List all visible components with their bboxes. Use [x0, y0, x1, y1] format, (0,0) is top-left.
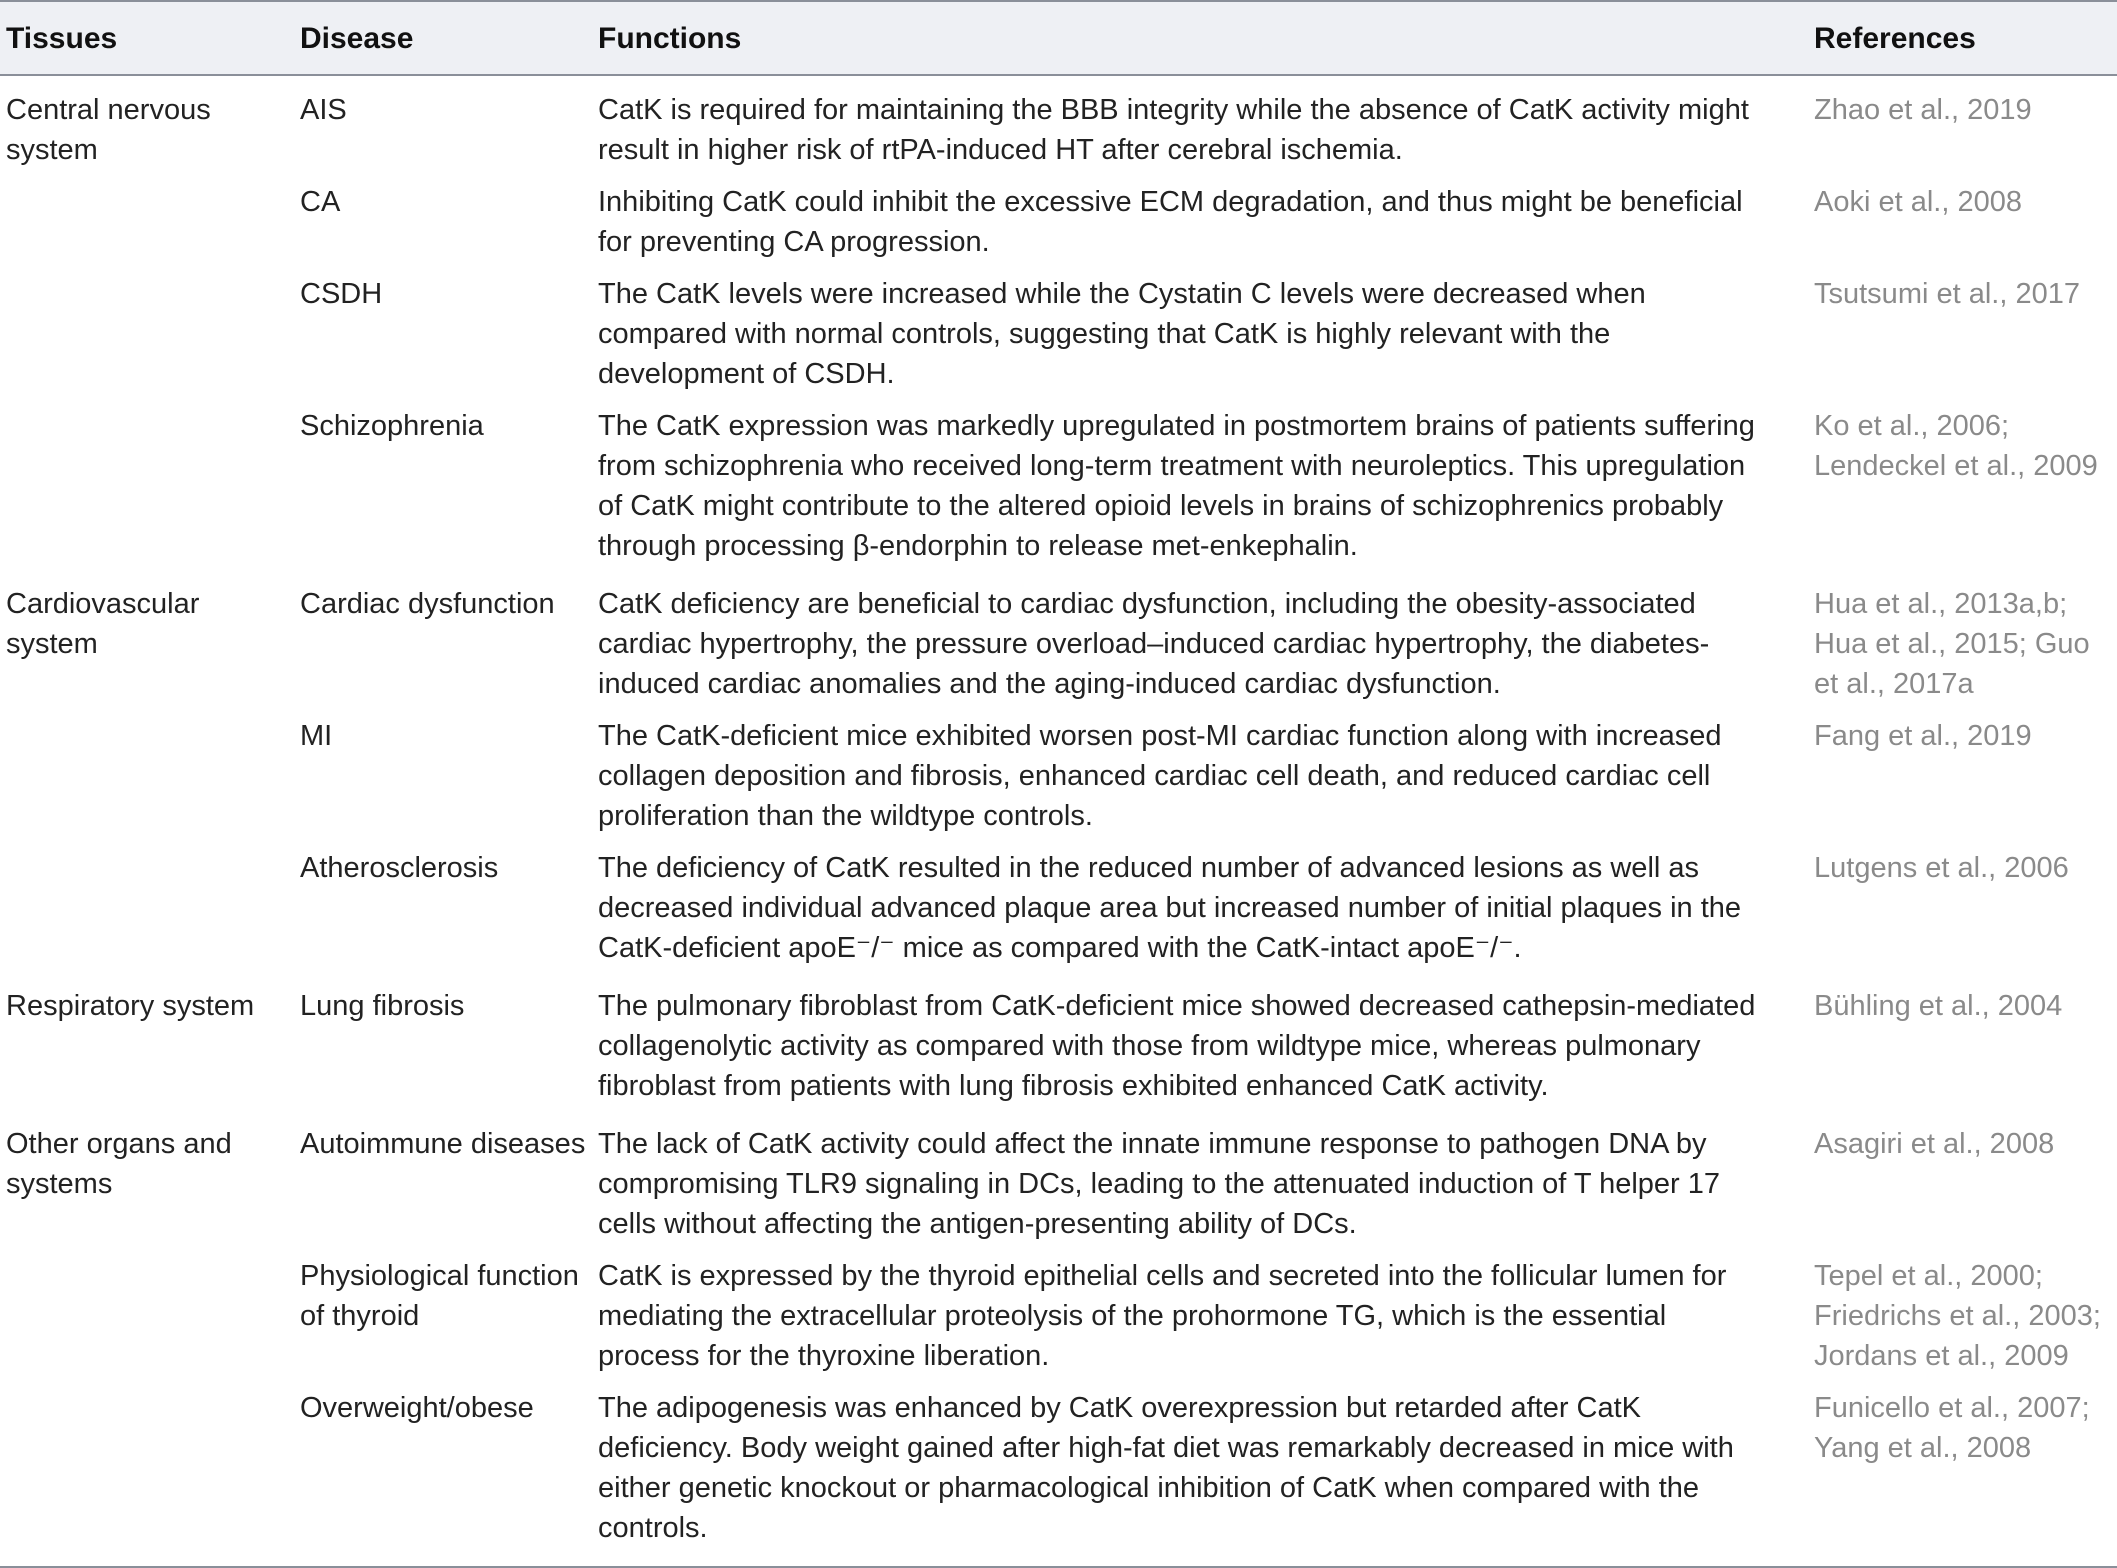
table-header — [0, 1, 2117, 75]
table-row — [0, 174, 2117, 266]
reference-link[interactable]: Fang et al., 2019 — [1814, 720, 2032, 752]
header-references: References — [1814, 1, 2117, 75]
references-cell — [1814, 1110, 2117, 1248]
function-cell: The adipogenesis was enhanced by CatK overexpression but retarded after CatK deficiency. Body weight gained after high-fat diet was remarkably decreased in mice with either genetic knockout or pharmacological inhibition of CatK when compared with the controls. — [598, 1380, 1814, 1567]
references-cell — [1814, 174, 2117, 266]
tissue-cell: Respiratory system — [6, 990, 255, 1022]
reference-link[interactable]: Aoki et al., 2008 — [1814, 186, 2022, 218]
disease-cell: Atherosclerosis — [300, 852, 499, 884]
tissue-cell: Cardiovascular system — [6, 588, 200, 660]
function-cell: CatK is required for maintaining the BBB integrity while the absence of CatK activity might result in higher risk of rtPA-induced HT after cerebral ischemia. — [598, 94, 1749, 166]
function-cell: The lack of CatK activity could affect the innate immune response to pathogen DNA by compromising TLR9 signaling in DCs, leading to the attenuated induction of T helper 17 cells without affecting the antigen-presenting ability of DCs. — [598, 1128, 1721, 1240]
table-row — [0, 1110, 2117, 1248]
reference-link[interactable]: Yang et al., 2008 — [1814, 1432, 2032, 1464]
reference-link[interactable]: Funicello et al., 2007; — [1814, 1392, 2090, 1424]
table-row — [0, 398, 2117, 570]
table-row — [0, 840, 2117, 972]
disease-cell: CA — [300, 186, 341, 218]
table-row — [0, 75, 2117, 174]
tissue-cell — [0, 174, 300, 266]
function-cell: The CatK-deficient mice exhibited worsen post-MI cardiac function along with increased collagen deposition and fibrosis, enhanced cardiac cell death, and reduced cardiac cell proliferation than the wildtype controls. — [598, 720, 1722, 832]
tissue-cell — [0, 840, 300, 972]
reference-link[interactable]: Tsutsumi et al., 2017 — [1814, 278, 2080, 310]
disease-cell: MI — [300, 720, 333, 752]
header-disease: Disease — [300, 1, 598, 75]
reference-link[interactable]: Hua et al., 2015; Guo — [1814, 628, 2090, 660]
function-cell: Inhibiting CatK could inhibit the excessive ECM degradation, and thus might be beneficial for preventing CA progression. — [598, 186, 1743, 258]
references-cell — [1814, 266, 2117, 398]
disease-cell: Lung fibrosis — [300, 990, 465, 1022]
function-cell: The pulmonary fibroblast from CatK-deficient mice showed decreased cathepsin-mediated collagenolytic activity as compared with those from wildtype mice, whereas pulmonary fibroblast from patients with lung fibrosis exhibited enhanced CatK activity. — [598, 990, 1756, 1102]
reference-link[interactable]: Lendeckel et al., 2009 — [1814, 450, 2098, 482]
table-row — [0, 1248, 2117, 1380]
table-body — [0, 75, 2117, 1567]
header-row — [0, 1, 2117, 75]
table-row — [0, 266, 2117, 398]
references-cell — [1814, 1380, 2117, 1567]
disease-cell: AIS — [300, 94, 347, 126]
disease-cell: Physiological function of thyroid — [300, 1260, 579, 1332]
reference-link[interactable]: Ko et al., 2006; — [1814, 410, 2010, 442]
table-row — [0, 570, 2117, 708]
tissue-cell — [0, 1380, 300, 1567]
tissue-cell — [0, 1248, 300, 1380]
header-functions: Functions — [598, 1, 1814, 75]
function-cell: CatK is expressed by the thyroid epithelial cells and secreted into the follicular lumen for mediating the extracellular proteolysis of the prohormone TG, which is the essential process for the thyroxine liberation. — [598, 1260, 1727, 1372]
disease-cell: Schizophrenia — [300, 410, 484, 442]
reference-link[interactable]: Asagiri et al., 2008 — [1814, 1128, 2055, 1160]
table-row — [0, 972, 2117, 1110]
reference-link[interactable]: Lutgens et al., 2006 — [1814, 852, 2069, 884]
function-cell: The deficiency of CatK resulted in the reduced number of advanced lesions as well as decreased individual advanced plaque area but increased number of initial plaques in the CatK-deficient apoE⁻/⁻ mice as compared with the CatK-intact apoE⁻/⁻. — [598, 852, 1742, 964]
function-cell: CatK deficiency are beneficial to cardiac dysfunction, including the obesity-associated cardiac hypertrophy, the pressure overload–induced cardiac hypertrophy, the diabetes-induced cardiac anomalies and the aging-induced cardiac dysfunction. — [598, 588, 1710, 700]
references-cell — [1814, 972, 2117, 1110]
tissue-cell: Other organs and systems — [6, 1128, 232, 1200]
reference-link[interactable]: et al., 2017a — [1814, 668, 1974, 700]
references-cell — [1814, 1248, 2117, 1380]
function-cell: The CatK levels were increased while the Cystatin C levels were decreased when compared with normal controls, suggesting that CatK is highly relevant with the development of CSDH. — [598, 278, 1646, 390]
references-cell — [1814, 570, 2117, 708]
disease-cell: CSDH — [300, 278, 383, 310]
tissue-cell — [0, 708, 300, 840]
table-row — [0, 1380, 2117, 1567]
disease-cell: Overweight/obese — [300, 1380, 598, 1567]
references-cell — [1814, 398, 2117, 570]
tissue-cell: Central nervous system — [6, 94, 211, 166]
reference-link[interactable]: Tepel et al., 2000; — [1814, 1260, 2043, 1292]
tissue-cell — [0, 398, 300, 570]
table-row — [0, 708, 2117, 840]
references-cell — [1814, 840, 2117, 972]
disease-cell: Autoimmune diseases — [300, 1128, 586, 1160]
references-cell — [1814, 75, 2117, 174]
disease-cell: Cardiac dysfunction — [300, 588, 555, 620]
function-cell: The CatK expression was markedly upregulated in postmortem brains of patients suffering from schizophrenia who received long-term treatment with neuroleptics. This upregulation of CatK might contribute to the altered opioid levels in brains of schizophrenics probably through processing β-endorphin to release met-enkephalin. — [598, 410, 1755, 562]
tissue-cell — [0, 266, 300, 398]
references-cell — [1814, 708, 2117, 840]
reference-link[interactable]: Bühling et al., 2004 — [1814, 990, 2063, 1022]
reference-link[interactable]: Zhao et al., 2019 — [1814, 94, 2032, 126]
header-tissues: Tissues — [0, 1, 300, 75]
reference-link[interactable]: Hua et al., 2013a,b; — [1814, 588, 2068, 620]
reference-link[interactable]: Jordans et al., 2009 — [1814, 1340, 2069, 1372]
reference-link[interactable]: Friedrichs et al., 2003; — [1814, 1300, 2101, 1332]
